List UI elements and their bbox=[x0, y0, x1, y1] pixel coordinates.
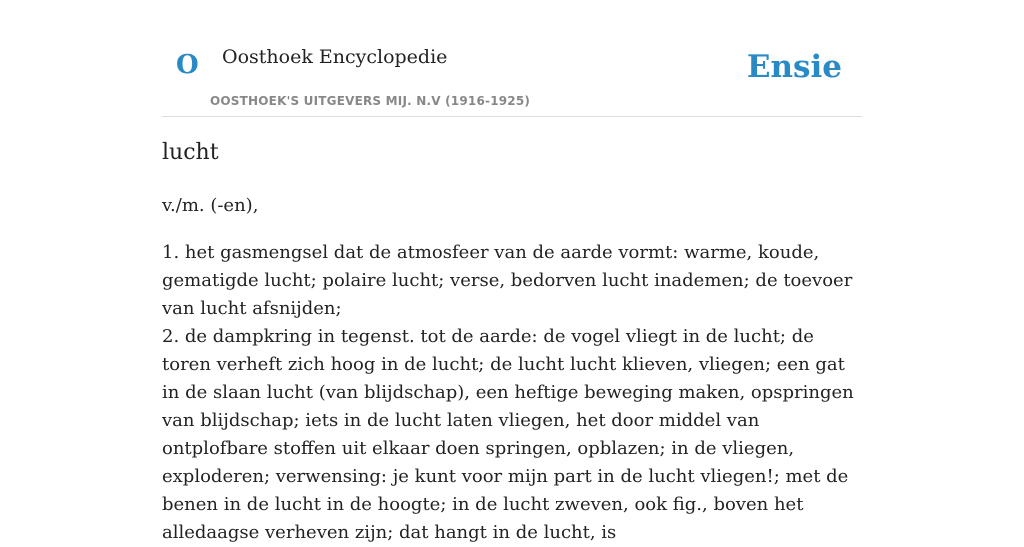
entry-grammar: v./m. (-en), bbox=[162, 195, 259, 216]
logo-icon[interactable]: O bbox=[176, 50, 199, 80]
definition-2: 2. de dampkring in tegenst. tot de aarde: de vogel vliegt in de lucht; de toren verheft zich hoog in de lucht; de lucht lucht klieven, vliegen; een gat in de slaan lucht (van blijdschap), een heftige beweging maken, opspringen van blijdschap; iets in de lucht laten vliegen, het door middel van ontplofbare stoffen uit elkaar doen springen, opblazen; in de vliegen, exploderen; verwensing: je kunt voor mijn part in de lucht vliegen!; met de benen in de lucht in de hoogte; in de lucht zweven, ook fig., boven het alledaagse verheven zijn; dat hangt in de lucht, is bbox=[162, 326, 854, 543]
definition-1: 1. het gasmengsel dat de atmosfeer van de aarde vormt: warme, koude, gematigde lucht; polaire lucht; verse, bedorven lucht inademen; de toevoer van lucht afsnijden; bbox=[162, 242, 853, 319]
entry-definitions bbox=[162, 239, 862, 547]
brand-logo[interactable]: Ensie bbox=[746, 49, 842, 85]
entry-headword: lucht bbox=[162, 140, 219, 165]
page bbox=[162, 0, 862, 543]
site-subtitle: OOSTHOEK'S UITGEVERS MIJ. N.V (1916-1925) bbox=[210, 94, 531, 108]
site-title[interactable]: Oosthoek Encyclopedie bbox=[222, 46, 448, 68]
site-header bbox=[162, 0, 862, 117]
